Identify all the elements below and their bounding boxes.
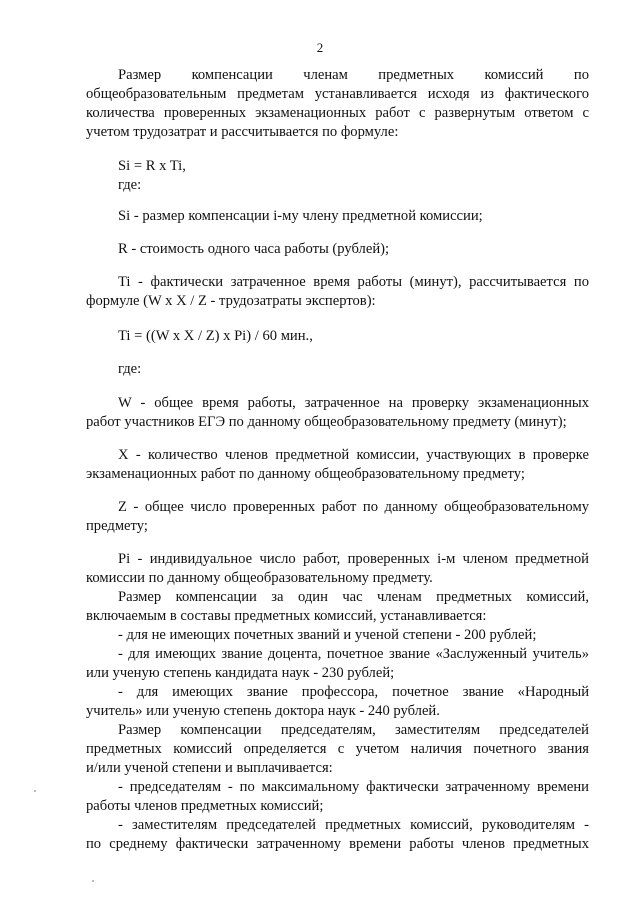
definition-z-line-1: Z - общее число проверенных работ по данному общеобразовательному xyxy=(118,499,589,515)
rate-item-3-line-1: - для имеющих звание профессора, почетное звание «Народный xyxy=(118,684,589,700)
rate-intro-line-2: включаемым в составы предметных комиссий, устанавливается: xyxy=(86,608,487,624)
scan-speck xyxy=(34,790,36,792)
chair-item-1-line-1: - председателям - по максимальному фактически затраченному времени xyxy=(118,779,589,795)
definition-x-line-2: экзаменационных работ по данному общеобразовательному предмету; xyxy=(86,466,525,482)
intro-line-2: общеобразовательным предметам устанавливается исходя из фактического xyxy=(86,86,589,102)
definition-ti-line-1: Ti - фактически затраченное время работы (минут), рассчитывается по xyxy=(118,274,589,290)
chair-intro-line-3: и/или ученой степени и выплачивается: xyxy=(86,760,333,776)
where-label-2: где: xyxy=(118,361,142,377)
rate-item-2-line-1: - для имеющих звание доцента, почетное звание «Заслуженный учитель» xyxy=(118,646,589,662)
definition-si: Si - размер компенсации i-му члену предметной комиссии; xyxy=(118,208,483,224)
chair-item-2-line-1: - заместителям председателей предметных комиссий, руководителям - xyxy=(118,817,589,833)
rate-item-2-line-2: или ученую степень кандидата наук - 230 рублей; xyxy=(86,665,395,681)
definition-x-line-1: X - количество членов предметной комиссии, участвующих в проверке xyxy=(118,447,589,463)
page-number: 2 xyxy=(316,40,324,55)
definition-pi-line-2: комиссии по данному общеобразовательному предмету. xyxy=(86,570,433,586)
definition-pi-line-1: Pi - индивидуальное число работ, проверенных i-м членом предметной xyxy=(118,551,589,567)
chair-item-2-line-2: по среднему фактически затраченному времени работы членов предметных xyxy=(86,836,589,852)
where-label-1: где: xyxy=(118,177,142,193)
definition-z-line-2: предмету; xyxy=(86,518,148,534)
rate-item-1: - для не имеющих почетных званий и ученой степени - 200 рублей; xyxy=(118,627,537,643)
intro-line-3: количества проверенных экзаменационных работ с развернутым ответом с xyxy=(86,105,589,121)
definition-w-line-2: работ участников ЕГЭ по данному общеобразовательному предмету (минут); xyxy=(86,414,567,430)
definition-r: R - стоимость одного часа работы (рублей); xyxy=(118,241,390,257)
scan-speck xyxy=(92,880,94,882)
chair-item-1-line-2: работы членов предметных комиссий; xyxy=(86,798,324,814)
definition-w-line-1: W - общее время работы, затраченное на проверку экзаменационных xyxy=(118,395,589,411)
intro-line-1: Размер компенсации членам предметных комиссий по xyxy=(118,67,589,83)
formula-ti: Ti = ((W x X / Z) x Pi) / 60 мин., xyxy=(118,328,313,344)
formula-si: Si = R x Ti, xyxy=(118,158,186,174)
definition-ti-line-2: формуле (W x X / Z - трудозатраты экспертов): xyxy=(86,293,376,309)
chair-intro-line-2: предметных комиссий определяется с учетом наличия почетного звания xyxy=(86,741,589,757)
rate-intro-line-1: Размер компенсации за один час членам предметных комиссий, xyxy=(118,589,589,605)
chair-intro-line-1: Размер компенсации председателям, заместителям председателей xyxy=(118,722,589,738)
rate-item-3-line-2: учитель» или ученую степень доктора наук - 240 рублей. xyxy=(86,703,440,719)
intro-line-4: учетом трудозатрат и рассчитывается по формуле: xyxy=(86,124,399,140)
